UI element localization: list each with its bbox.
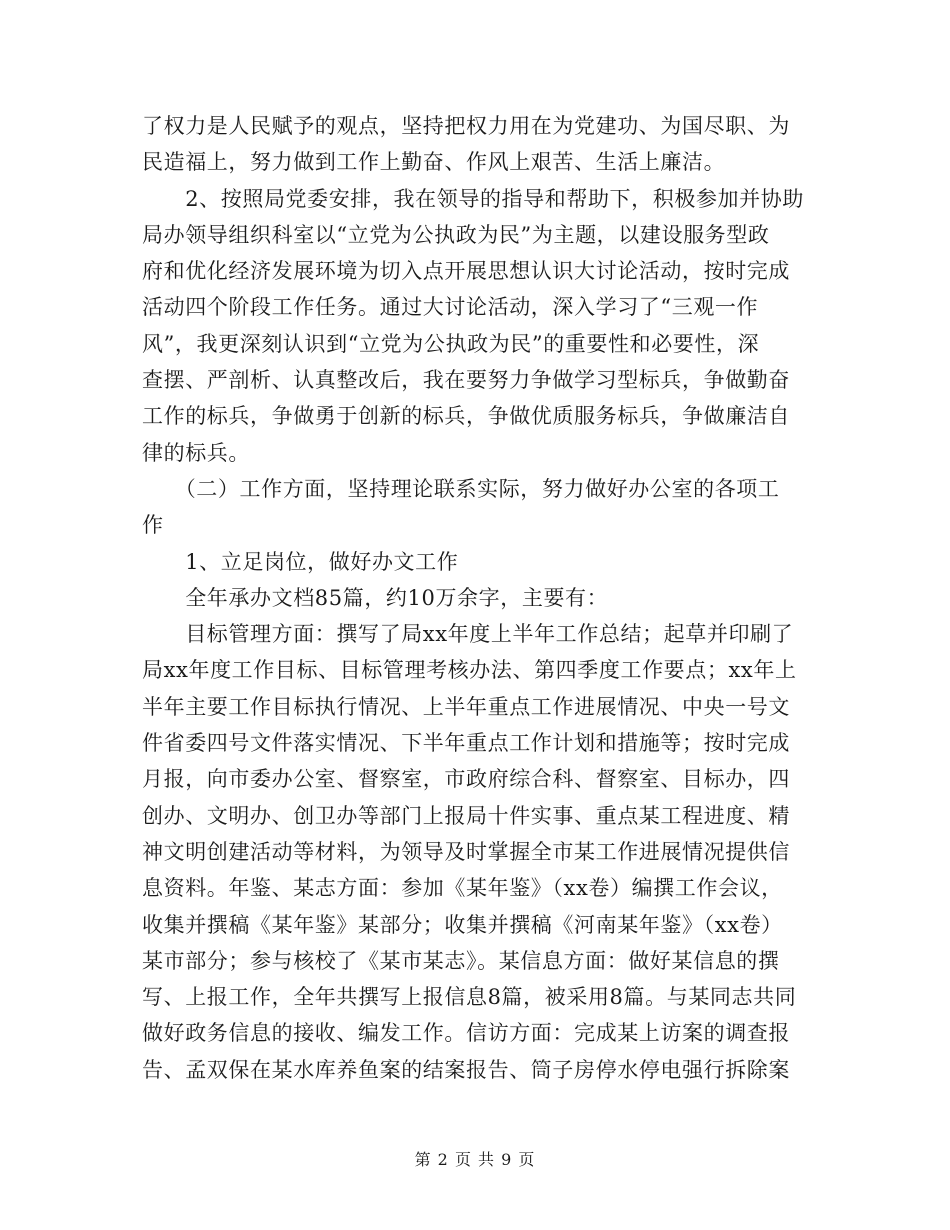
text-line: 民造福上，努力做到工作上勤奋、作风上艰苦、生活上廉洁。 bbox=[142, 150, 726, 175]
text-line: 神文明创建活动等材料，为领导及时掌握全市某工作进展情况提供信 bbox=[142, 839, 790, 864]
text-line: 2、按照局党委安排，我在领导的指导和帮助下，积极参加并协助 bbox=[142, 186, 804, 211]
body-text bbox=[142, 108, 816, 1088]
text-line: 收集并撰稿《某年鉴》某部分；收集并撰稿《河南某年鉴》（xx卷） bbox=[142, 912, 783, 937]
text-line: 了权力是人民赋予的观点，坚持把权力用在为党建功、为国尽职、为 bbox=[142, 114, 790, 138]
page-number-footer: 第 2 页 共 9 页 bbox=[414, 1150, 536, 1169]
section-heading-line: （二）工作方面，坚持理论联系实际，努力做好办公室的各项工 bbox=[142, 476, 780, 501]
text-line: 告、孟双保在某水库养鱼案的结案报告、筒子房停水停电强行拆除案 bbox=[142, 1057, 790, 1082]
text-line: 息资料。年鉴、某志方面：参加《某年鉴》（xx卷）编撰工作会议， bbox=[142, 876, 783, 901]
text-line: 写、上报工作，全年共撰写上报信息8篇，被采用8篇。与某同志共同 bbox=[142, 985, 797, 1010]
text-line: 律的标兵。 bbox=[142, 440, 250, 465]
text-line: 某市部分；参与核校了《某市某志》。某信息方面：做好某信息的撰 bbox=[142, 948, 780, 973]
text-line: 工作的标兵，争做勇于创新的标兵，争做优质服务标兵，争做廉洁自 bbox=[142, 404, 790, 429]
text-line: 府和优化经济发展环境为切入点开展思想认识大讨论活动，按时完成 bbox=[142, 259, 790, 284]
text-line: 目标管理方面：撰写了局xx年度上半年工作总结；起草并印刷了 bbox=[142, 622, 794, 647]
text-line: 风”，我更深刻认识到“立党为公执政为民”的重要性和必要性，深 bbox=[142, 331, 760, 356]
section-heading-line: 作 bbox=[142, 513, 164, 538]
text-line: 活动四个阶段工作任务。通过大讨论活动，深入学习了“三观一作 bbox=[142, 295, 759, 320]
subsection-heading: 1、立足岗位，做好办文工作 bbox=[142, 549, 459, 574]
text-line: 局办领导组织科室以“立党为公执政为民”为主题，以建设服务型政 bbox=[142, 222, 770, 247]
text-line: 做好政务信息的接收、编发工作。信访方面：完成某上访案的调查报 bbox=[142, 1021, 790, 1046]
text-line: 半年主要工作目标执行情况、上半年重点工作进展情况、中央一号文 bbox=[142, 694, 790, 719]
text-line: 查摆、严剖析、认真整改后，我在要努力争做学习型标兵，争做勤奋 bbox=[142, 368, 790, 393]
text-line: 创办、文明办、创卫办等部门上报局十件实事、重点某工程进度、精 bbox=[142, 803, 790, 828]
text-line: 件省委四号文件落实情况、下半年重点工作计划和措施等；按时完成 bbox=[142, 731, 790, 756]
text-line: 月报，向市委办公室、督察室，市政府综合科、督察室、目标办，四 bbox=[142, 767, 790, 792]
text-line: 全年承办文档85篇，约10万余字，主要有： bbox=[142, 585, 609, 610]
text-line: 局xx年度工作目标、目标管理考核办法、第四季度工作要点；xx年上 bbox=[142, 658, 797, 683]
